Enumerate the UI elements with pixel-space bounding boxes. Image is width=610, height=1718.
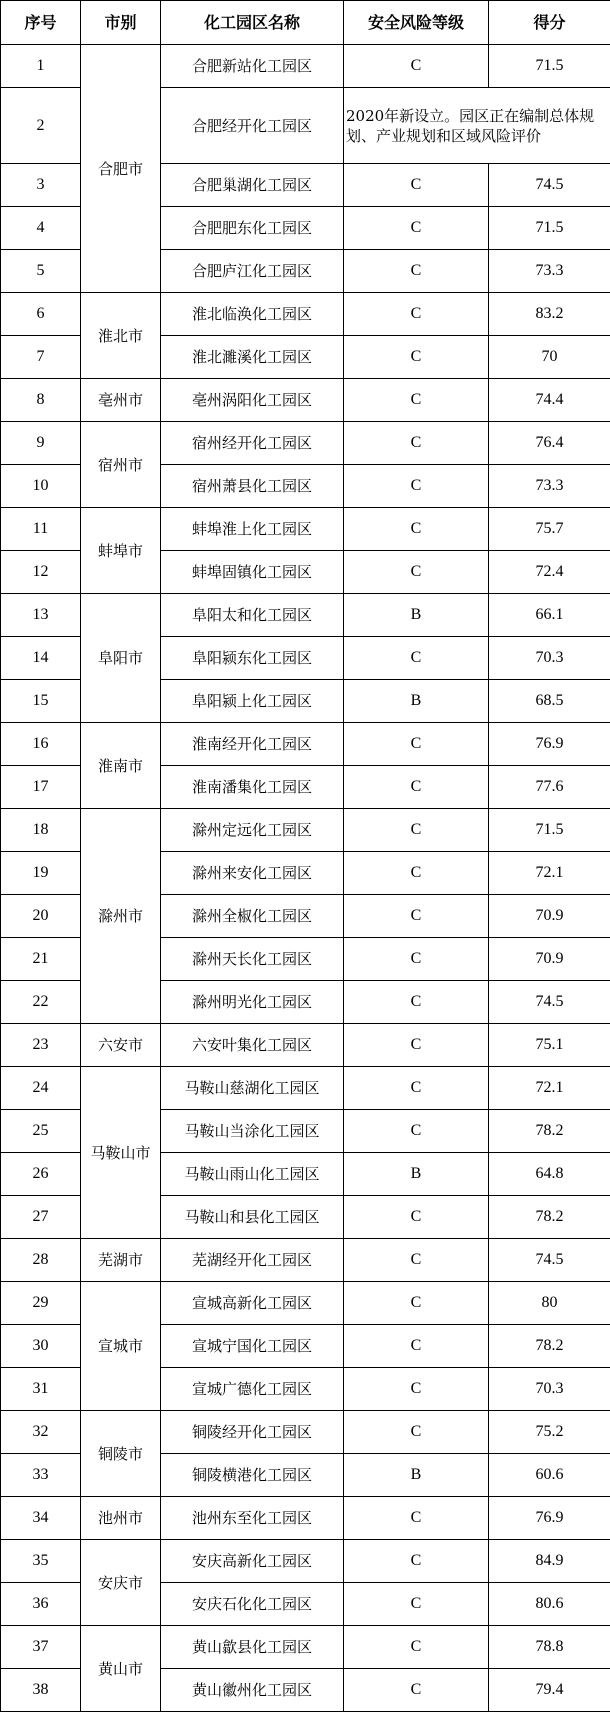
row-serial-number: 24 [1,1067,81,1110]
row-score: 66.1 [489,594,610,637]
row-park-name: 宿州萧县化工园区 [161,465,344,508]
row-serial-number: 18 [1,809,81,852]
row-park-name: 铜陵经开化工园区 [161,1411,344,1454]
row-risk-grade: C [344,1669,489,1712]
row-park-name: 滁州定远化工园区 [161,809,344,852]
row-serial-number: 11 [1,508,81,551]
row-score: 72.4 [489,551,610,594]
row-score: 71.5 [489,809,610,852]
row-score: 74.5 [489,1239,610,1282]
row-score: 83.2 [489,293,610,336]
row-risk-grade: C [344,293,489,336]
row-park-name: 黄山徽州化工园区 [161,1669,344,1712]
row-score: 74.5 [489,981,610,1024]
row-serial-number: 28 [1,1239,81,1282]
row-serial-number: 13 [1,594,81,637]
row-serial-number: 30 [1,1325,81,1368]
row-score: 78.2 [489,1110,610,1153]
row-score: 71.5 [489,45,610,88]
row-serial-number: 38 [1,1669,81,1712]
row-score: 78.2 [489,1325,610,1368]
row-score: 70.3 [489,637,610,680]
row-city: 铜陵市 [81,1411,161,1497]
row-score: 76.9 [489,1497,610,1540]
table-row [1,1067,610,1110]
row-park-name: 马鞍山慈湖化工园区 [161,1067,344,1110]
row-city: 亳州市 [81,379,161,422]
table-row [1,809,610,852]
row-score: 70.9 [489,895,610,938]
table-row [1,1540,610,1583]
row-score: 77.6 [489,766,610,809]
row-city: 安庆市 [81,1540,161,1626]
row-score: 79.4 [489,1669,610,1712]
row-score: 60.6 [489,1454,610,1497]
row-park-name: 阜阳颍上化工园区 [161,680,344,723]
table-row [1,1626,610,1669]
row-park-name: 亳州涡阳化工园区 [161,379,344,422]
row-score: 73.3 [489,250,610,293]
table-row [1,379,610,422]
row-serial-number: 2 [1,88,81,164]
table-header-row [1,1,610,45]
row-risk-grade: C [344,809,489,852]
row-score: 80.6 [489,1583,610,1626]
row-park-name: 滁州明光化工园区 [161,981,344,1024]
row-park-name: 马鞍山和县化工园区 [161,1196,344,1239]
row-park-name: 芜湖经开化工园区 [161,1239,344,1282]
row-serial-number: 4 [1,207,81,250]
row-serial-number: 15 [1,680,81,723]
row-score: 71.5 [489,207,610,250]
row-city: 池州市 [81,1497,161,1540]
row-score: 72.1 [489,852,610,895]
row-score: 74.4 [489,379,610,422]
header-serial-number: 序号 [1,1,81,45]
row-score: 70 [489,336,610,379]
row-serial-number: 10 [1,465,81,508]
table-row [1,45,610,88]
row-city: 宿州市 [81,422,161,508]
row-city: 黄山市 [81,1626,161,1712]
row-park-name: 滁州全椒化工园区 [161,895,344,938]
row-city: 滁州市 [81,809,161,1024]
row-serial-number: 14 [1,637,81,680]
table-body [1,45,610,1712]
table-row [1,293,610,336]
row-risk-grade: C [344,1325,489,1368]
row-park-name: 淮南潘集化工园区 [161,766,344,809]
row-park-name: 合肥经开化工园区 [161,88,344,164]
row-risk-grade: C [344,637,489,680]
header-park-name: 化工园区名称 [161,1,344,45]
row-risk-grade: C [344,1583,489,1626]
row-risk-grade: C [344,1411,489,1454]
header-risk-grade: 安全风险等级 [344,1,489,45]
row-score: 64.8 [489,1153,610,1196]
row-serial-number: 23 [1,1024,81,1067]
row-risk-grade: C [344,1497,489,1540]
row-score: 76.4 [489,422,610,465]
row-park-name: 黄山歙县化工园区 [161,1626,344,1669]
row-score: 80 [489,1282,610,1325]
row-serial-number: 7 [1,336,81,379]
row-park-name: 蚌埠淮上化工园区 [161,508,344,551]
row-serial-number: 29 [1,1282,81,1325]
row-risk-grade: B [344,1454,489,1497]
row-score: 73.3 [489,465,610,508]
row-risk-grade: C [344,250,489,293]
row-score: 78.2 [489,1196,610,1239]
row-park-name: 淮南经开化工园区 [161,723,344,766]
row-park-name: 马鞍山当涂化工园区 [161,1110,344,1153]
row-risk-grade: C [344,1626,489,1669]
row-serial-number: 8 [1,379,81,422]
row-serial-number: 35 [1,1540,81,1583]
row-serial-number: 37 [1,1626,81,1669]
table-row [1,1282,610,1325]
row-serial-number: 19 [1,852,81,895]
row-score: 70.3 [489,1368,610,1411]
row-park-name: 池州东至化工园区 [161,1497,344,1540]
row-park-name: 阜阳太和化工园区 [161,594,344,637]
row-park-name: 安庆高新化工园区 [161,1540,344,1583]
row-park-name: 阜阳颍东化工园区 [161,637,344,680]
row-score: 76.9 [489,723,610,766]
row-park-name: 宣城广德化工园区 [161,1368,344,1411]
row-risk-grade: C [344,207,489,250]
row-park-name: 淮北濉溪化工园区 [161,336,344,379]
row-city: 六安市 [81,1024,161,1067]
row-risk-grade: C [344,723,489,766]
row-risk-grade: C [344,1024,489,1067]
row-park-name: 宿州经开化工园区 [161,422,344,465]
row-serial-number: 34 [1,1497,81,1540]
row-risk-grade: C [344,551,489,594]
row-serial-number: 32 [1,1411,81,1454]
header-city: 市别 [81,1,161,45]
row-serial-number: 36 [1,1583,81,1626]
row-park-name: 滁州来安化工园区 [161,852,344,895]
row-risk-grade: C [344,336,489,379]
row-city: 合肥市 [81,45,161,293]
row-note: 2020年新设立。园区正在编制总体规划、产业规划和区域风险评价 [344,88,610,164]
row-score: 68.5 [489,680,610,723]
row-park-name: 宣城高新化工园区 [161,1282,344,1325]
row-risk-grade: C [344,45,489,88]
row-park-name: 合肥巢湖化工园区 [161,164,344,207]
row-park-name: 合肥肥东化工园区 [161,207,344,250]
row-city: 淮北市 [81,293,161,379]
row-serial-number: 27 [1,1196,81,1239]
row-park-name: 滁州天长化工园区 [161,938,344,981]
row-risk-grade: C [344,508,489,551]
row-serial-number: 1 [1,45,81,88]
row-serial-number: 26 [1,1153,81,1196]
row-risk-grade: C [344,1067,489,1110]
row-park-name: 宣城宁国化工园区 [161,1325,344,1368]
row-park-name: 合肥新站化工园区 [161,45,344,88]
row-risk-grade: B [344,594,489,637]
row-city: 淮南市 [81,723,161,809]
row-park-name: 合肥庐江化工园区 [161,250,344,293]
row-park-name: 六安叶集化工园区 [161,1024,344,1067]
row-risk-grade: B [344,1153,489,1196]
row-city: 芜湖市 [81,1239,161,1282]
row-serial-number: 5 [1,250,81,293]
table-row [1,723,610,766]
row-park-name: 淮北临涣化工园区 [161,293,344,336]
row-city: 宣城市 [81,1282,161,1411]
row-risk-grade: C [344,422,489,465]
row-risk-grade: C [344,465,489,508]
row-risk-grade: C [344,1239,489,1282]
row-serial-number: 3 [1,164,81,207]
row-risk-grade: C [344,1540,489,1583]
row-park-name: 马鞍山雨山化工园区 [161,1153,344,1196]
row-city: 马鞍山市 [81,1067,161,1239]
row-risk-grade: C [344,164,489,207]
row-serial-number: 12 [1,551,81,594]
row-score: 70.9 [489,938,610,981]
row-park-name: 安庆石化化工园区 [161,1583,344,1626]
row-risk-grade: C [344,766,489,809]
row-risk-grade: C [344,981,489,1024]
row-serial-number: 31 [1,1368,81,1411]
row-risk-grade: C [344,938,489,981]
row-risk-grade: C [344,1110,489,1153]
row-serial-number: 25 [1,1110,81,1153]
row-score: 72.1 [489,1067,610,1110]
table-row [1,508,610,551]
header-score: 得分 [489,1,610,45]
row-score: 84.9 [489,1540,610,1583]
row-serial-number: 22 [1,981,81,1024]
row-risk-grade: C [344,1282,489,1325]
table-row [1,1411,610,1454]
row-risk-grade: B [344,680,489,723]
row-risk-grade: C [344,895,489,938]
row-score: 75.7 [489,508,610,551]
row-serial-number: 33 [1,1454,81,1497]
row-score: 75.2 [489,1411,610,1454]
row-city: 蚌埠市 [81,508,161,594]
row-risk-grade: C [344,1196,489,1239]
row-serial-number: 16 [1,723,81,766]
row-park-name: 铜陵横港化工园区 [161,1454,344,1497]
row-serial-number: 6 [1,293,81,336]
table-row [1,1239,610,1282]
row-risk-grade: C [344,379,489,422]
row-serial-number: 9 [1,422,81,465]
row-risk-grade: C [344,852,489,895]
table-row [1,422,610,465]
row-serial-number: 20 [1,895,81,938]
row-park-name: 蚌埠固镇化工园区 [161,551,344,594]
table-row [1,1024,610,1067]
row-city: 阜阳市 [81,594,161,723]
row-score: 78.8 [489,1626,610,1669]
row-serial-number: 21 [1,938,81,981]
row-risk-grade: C [344,1368,489,1411]
table-row [1,594,610,637]
table-row [1,1497,610,1540]
row-serial-number: 17 [1,766,81,809]
row-score: 75.1 [489,1024,610,1067]
row-score: 74.5 [489,164,610,207]
